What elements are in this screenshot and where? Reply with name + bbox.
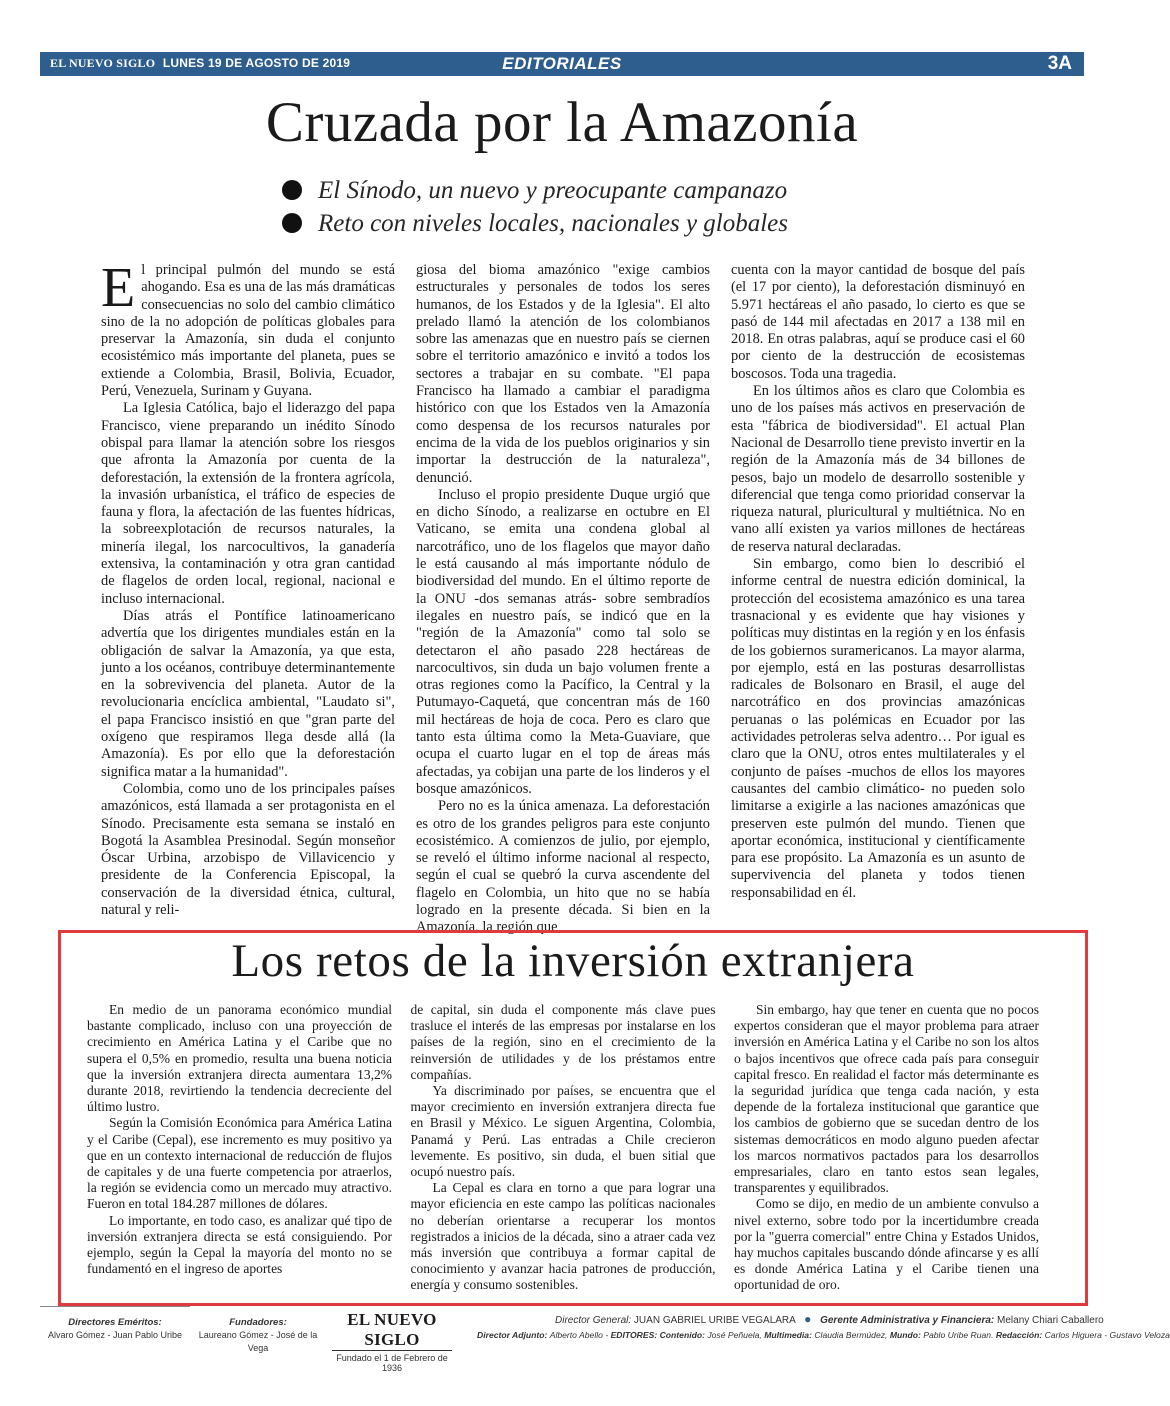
world-label: Mundo: xyxy=(889,1330,921,1340)
newsroom-names: Carlos Higuera - Gustavo Veloza xyxy=(1044,1330,1170,1340)
header-brand: EL NUEVO SIGLO xyxy=(50,56,156,70)
world-name: Pablo Uribe Ruan. xyxy=(923,1330,994,1340)
paragraph: En medio de un panorama económico mundial bastante complicado, incluso con una proyección de crecimiento en América Latina y el Caribe que no supera el 0,5% en promedio, resulta una buena noticia que la inversión extranjera directa aumentara 13,2% durante 2018, revirtiendo la tendencia decreciente del último lustro. xyxy=(87,1002,392,1115)
editorial1-column-1 xyxy=(101,257,395,926)
editorial1-column-3 xyxy=(731,262,1025,926)
paragraph: Sin embargo, como bien lo describió el informe central de nuestra edición dominical, la protección del ecosistema amazónico es una tarea trasnacional y es evidente que hay visiones y políticas muy distintas en la región y en los énfasis de los gobiernos suramericanos. La mayor alarma, por ejemplo, está en las posturas desarrollistas radicales de Bolsonaro en Brasil, el auge del narcotráfico en dos provincias amazónicas peruanas o las polémicas en Ecuador por las actividades petroleras selva adentro… Por igual es claro que la ONU, otros entes multilaterales y el conjunto de países -muchos de ellos los mayores causantes del cambio climático- no pueden solo limitarse a exigirle a las naciones amazónicas que preserven este pulmón del mundo. Tienen que aportar económica, institucional y científicamente para ese propósito. La Amazonía es un asunto de supervivencia del planeta y todos tienen responsabilidad en él. xyxy=(731,556,1025,901)
editorial2-title: Los retos de la inversión extranjera xyxy=(231,935,915,987)
editorial1-column-2 xyxy=(416,262,710,936)
founders-label: Fundadores: xyxy=(229,1317,287,1328)
emeritus-label: Directores Eméritos: xyxy=(68,1317,162,1328)
section-name: EDITORIALES xyxy=(502,54,622,73)
masthead-footer xyxy=(40,1306,1170,1373)
separator-dot-icon: ● xyxy=(804,1312,812,1326)
paragraph-text: l principal pulmón del mundo se está ahogando. Esa es una de las más dramáticas consecuencias no solo del cambio climático sino de la no adopción de políticas globales para preservar la Amazonía, sin duda el conjunto ecosistémico más importante del planeta, pues se extiende a Colombia, Brasil, Bolivia, Ecuador, Perú, Venezuela, Surinam y Guyana. xyxy=(101,262,395,400)
editorial1-title: Cruzada por la Amazonía xyxy=(265,91,859,154)
paragraph: Incluso el propio presidente Duque urgió que en dicho Sínodo, a realizarse en octubre en El Vaticano, se emita una condena global al narcotráfico, uno de los flagelos que mayor daño le está causando al más importante nódulo de biodiversidad del mundo. En el último reporte de la ONU -dos semanas atrás- sobre sembradíos ilegales en nuestro país, se indicó que en la "región de la Amazonía" como tal solo se detectaron el año pasado 228 hectáreas de narcocultivos, sin duda un bajo volumen frente a otras regiones como la Pacífico, la Central y la Putumayo-Caquetá, que concentran más de 160 mil hectáreas de hoja de coca. Pero es claro que tanto esta última como la Meta-Guaviare, que ocupa el cuarto lugar en el top de áreas más afectadas, ya cobijan una parte de los linderos y el bosque amazónicos. xyxy=(416,486,710,797)
paragraph: Pero no es la única amenaza. La deforestación es otro de los grandes peligros para este conjunto ecosistémico. A comienzos de julio, por ejemplo, se reveló el último informe nacional al respecto, según el cual se quebró la curva ascendente del flagelo en Colombia, un hito que no se había logrado en la presente década. Si bien en la Amazonía, la región que xyxy=(416,798,710,936)
subtitle-item xyxy=(282,174,922,207)
adjunct-name: Alberto Abello xyxy=(549,1330,603,1340)
editors-content: José Peñuela, xyxy=(707,1330,762,1340)
director-name: JUAN GABRIEL URIBE VEGALARA xyxy=(633,1315,796,1326)
paragraph xyxy=(101,257,395,400)
bullet-icon xyxy=(282,180,302,200)
paragraph: Ya discriminado por países, se encuentra que el mayor crecimiento en inversión extranjera directa fue en Brasil y México. Le siguen Argentina, Colombia, Panamá y Perú. Las entradas a Chile crecieron levemente. Es positivo, sin duda, el buen sitial que ocupó nuestro país. xyxy=(410,1083,716,1180)
adjunct-label: Director Adjunto: xyxy=(477,1330,548,1340)
paragraph: Lo importante, en todo caso, es analizar qué tipo de inversión extranjera directa se está consiguiendo. Por ejemplo, según la Cepal la mayoría del monto no se fundamentó en el ingreso de aportes xyxy=(87,1212,392,1277)
editorial2-column-2 xyxy=(411,1002,716,1302)
subtitle-item xyxy=(282,207,922,240)
paragraph: La Cepal es clara en torno a que para lograr una mayor eficiencia en este campo las políticas nacionales no deberían orientarse a recuperar los montos registrados a inicios de la década, sino a atraer cada vez más inversión que contribuya a formar capital de conocimiento y avanzar hacia patrones de producción, energía y consumo sostenibles. xyxy=(410,1180,716,1293)
founded-date: Fundado el 1 de Febrero de 1936 xyxy=(336,1353,448,1373)
paragraph: Según la Comisión Económica para América Latina y el Caribe (Cepal), ese incremento es muy positivo ya que en un contexto internacional de reducción de flujos de capitales y de una fuerte competencia por atraerlos, la región se evidencia como un mercado muy atractivo. Fueron en total 184.287 millones de dólares. xyxy=(87,1115,392,1212)
newspaper-logo-block xyxy=(332,1310,452,1373)
editorial2-column-1 xyxy=(87,1002,392,1302)
editorial2-column-3 xyxy=(734,1002,1039,1302)
paragraph: Días atrás el Pontífice latinoamericano advertía que los dirigentes mundiales están en la obligación de salvar la Amazonía, ya que esta, junto a los océanos, contribuye determinantemente en la sobrevivencia del planeta. Autor de la revolucionaria encíclica ambiental, "Laudato si", el papa Francisco insistió en que "gran parte del oxígeno que respiramos llega desde allá (la Amazonía). Es por ello que la deforestación significa matar a la humanidad". xyxy=(101,607,395,780)
page-header-bar xyxy=(40,52,1084,76)
multimedia-label: Multimedia: xyxy=(764,1330,812,1340)
paragraph: Como se dijo, en medio de un ambiente convulso a nivel externo, sobre todo por la incertidumbre creada por la "guerra comercial" entre China y Estados Unidos, hay muchos capitales buscando dónde afincarse y es allí es donde América Latina y el Caribe tienen una oportunidad de oro. xyxy=(734,1196,1039,1293)
page-number: 3A xyxy=(1047,53,1072,74)
paragraph: Sin embargo, hay que tener en cuenta que no pocos expertos consideran que el mayor problema para atraer inversión en América Latina y el Caribe no son los altos o bajos incentivos que ofrece cada país para conseguir capital fresco. En realidad el factor más determinante es la seguridad jurídica que tenga cada nación, y esta depende de la fortaleza institucional que garantice que los cambios de gobierno que se sucedan dentro de los sistemas democráticos en modo alguno pueden afectar los marcos normativos pactados para los desarrollos empresariales, claro en tanto estos sean legales, transparentes y equilibrados. xyxy=(734,1002,1039,1196)
bullet-icon xyxy=(282,213,302,233)
founders-names: Laureano Gómez - José de la Vega xyxy=(198,1330,318,1353)
paragraph: En los últimos años es claro que Colombia es uno de los países más activos en preservación de esta "fábrica de biodiversidad". El actual Plan Nacional de Desarrollo tiene previsto invertir en la región de la Amazonía más de 34 billones de pesos, bajo un modelo de desarrollo sostenible y diferencial que tenga como prioridad conservar la riqueza natural, pluricultural y multiétnica. No en vano allí existen ya varios millones de hectáreas de reserva natural declaradas. xyxy=(731,383,1025,555)
editorial1-subtitles xyxy=(282,174,922,240)
header-date: LUNES 19 DE AGOSTO DE 2019 xyxy=(162,56,351,70)
founders xyxy=(188,1316,328,1355)
paragraph: giosa del bioma amazónico "exige cambios estructurales y personales de todos los seres humanos, de los Estados y de la Iglesia". El alto prelado llamó la atención de los colombianos sobre las amenazas que en nuestro país se ciernen sobre el territorio amazónico e invitó a todos los sectores a trabajar en su combate. "El papa Francisco ha llamado a cambiar el paradigma histórico con que los Estados ven la Amazonía como despensa de los recursos naturales por encima de la vida de los pueblos originarios y sin importar la destrucción de la naturaleza", denunció. xyxy=(416,262,710,486)
manager-label: Gerente Administrativa y Financiera: xyxy=(820,1315,995,1326)
director-label: Director General: xyxy=(555,1315,632,1326)
paragraph: cuenta con la mayor cantidad de bosque del país (el 17 por ciento), la deforestación disminuyó en 5.971 hectáreas el año pasado, lo cierto es que se pasó de 144 mil afectadas en 2017 a 138 mil en 2018. En otras palabras, aquí se produce casi el 60 por ciento de la destrucción de ecosistemas boscosos. Toda una tragedia. xyxy=(731,262,1025,382)
paragraph: de capital, sin duda el componente más clave pues trasluce el interés de las empresas por instalarse en los países de la región, sino en el crecimiento de la reinversión de utilidades y de los préstamos entre compañías. xyxy=(410,1002,716,1082)
subtitle-text: El Sínodo, un nuevo y preocupante campanazo xyxy=(318,177,788,204)
newsroom-label: Redacción: xyxy=(995,1330,1043,1340)
multimedia-name: Claudia Bermúdez, xyxy=(814,1330,888,1340)
footer-divider xyxy=(40,1306,190,1307)
paragraph: La Iglesia Católica, bajo el liderazgo del papa Francisco, viene preparando un inédito Sínodo obispal para llamar la atención sobre los riesgos que afronta la Amazonía por cuenta de la deforestación, la extensión de la frontera agrícola, la invasión urbanística, el tráfico de especies de fauna y flora, la afectación de las fuentes hídricas, la sobreexplotación de recursos naturales, la minería ilegal, los narcocultivos, la ganadería extensiva, la contaminación y otra gran cantidad de flagelos de orden local, regional, nacional e incluso internacional. xyxy=(101,400,395,607)
editorial1-body xyxy=(101,257,1025,936)
paragraph: Colombia, como uno de los principales países amazónicos, está llamada a ser protagonista en el Sínodo. Precisamente esta semana se instaló en Bogotá la Asamblea Presinodal. Según monseñor Óscar Urbina, arzobispo de Villavicencio y presidente de la Conferencia Episcopal, la conservación de la diversidad étnica, cultural, natural y reli- xyxy=(101,780,395,918)
emeritus-directors xyxy=(40,1316,190,1342)
subtitle-text: Reto con niveles locales, nacionales y globales xyxy=(318,210,789,237)
editorial2-body xyxy=(87,1002,1039,1302)
staff-line-2: Director Adjunto: Alberto Abello - EDITORES: Contenido: José Peñuela, Multimedia: Claudia Bermúdez, Mundo: Pablo Uribe Ruan. Redacción: Carlos Higuera - Gustavo Veloza xyxy=(477,1330,1170,1340)
editors-label: EDITORES: Contenido: xyxy=(610,1330,705,1340)
drop-cap: E xyxy=(101,257,136,319)
newspaper-logo: EL NUEVO SIGLO xyxy=(332,1310,452,1351)
manager-name: Melany Chiari Caballero xyxy=(997,1315,1104,1326)
emeritus-names: Alvaro Gómez - Juan Pablo Uribe xyxy=(47,1330,183,1340)
staff-line-1 xyxy=(555,1312,1104,1326)
